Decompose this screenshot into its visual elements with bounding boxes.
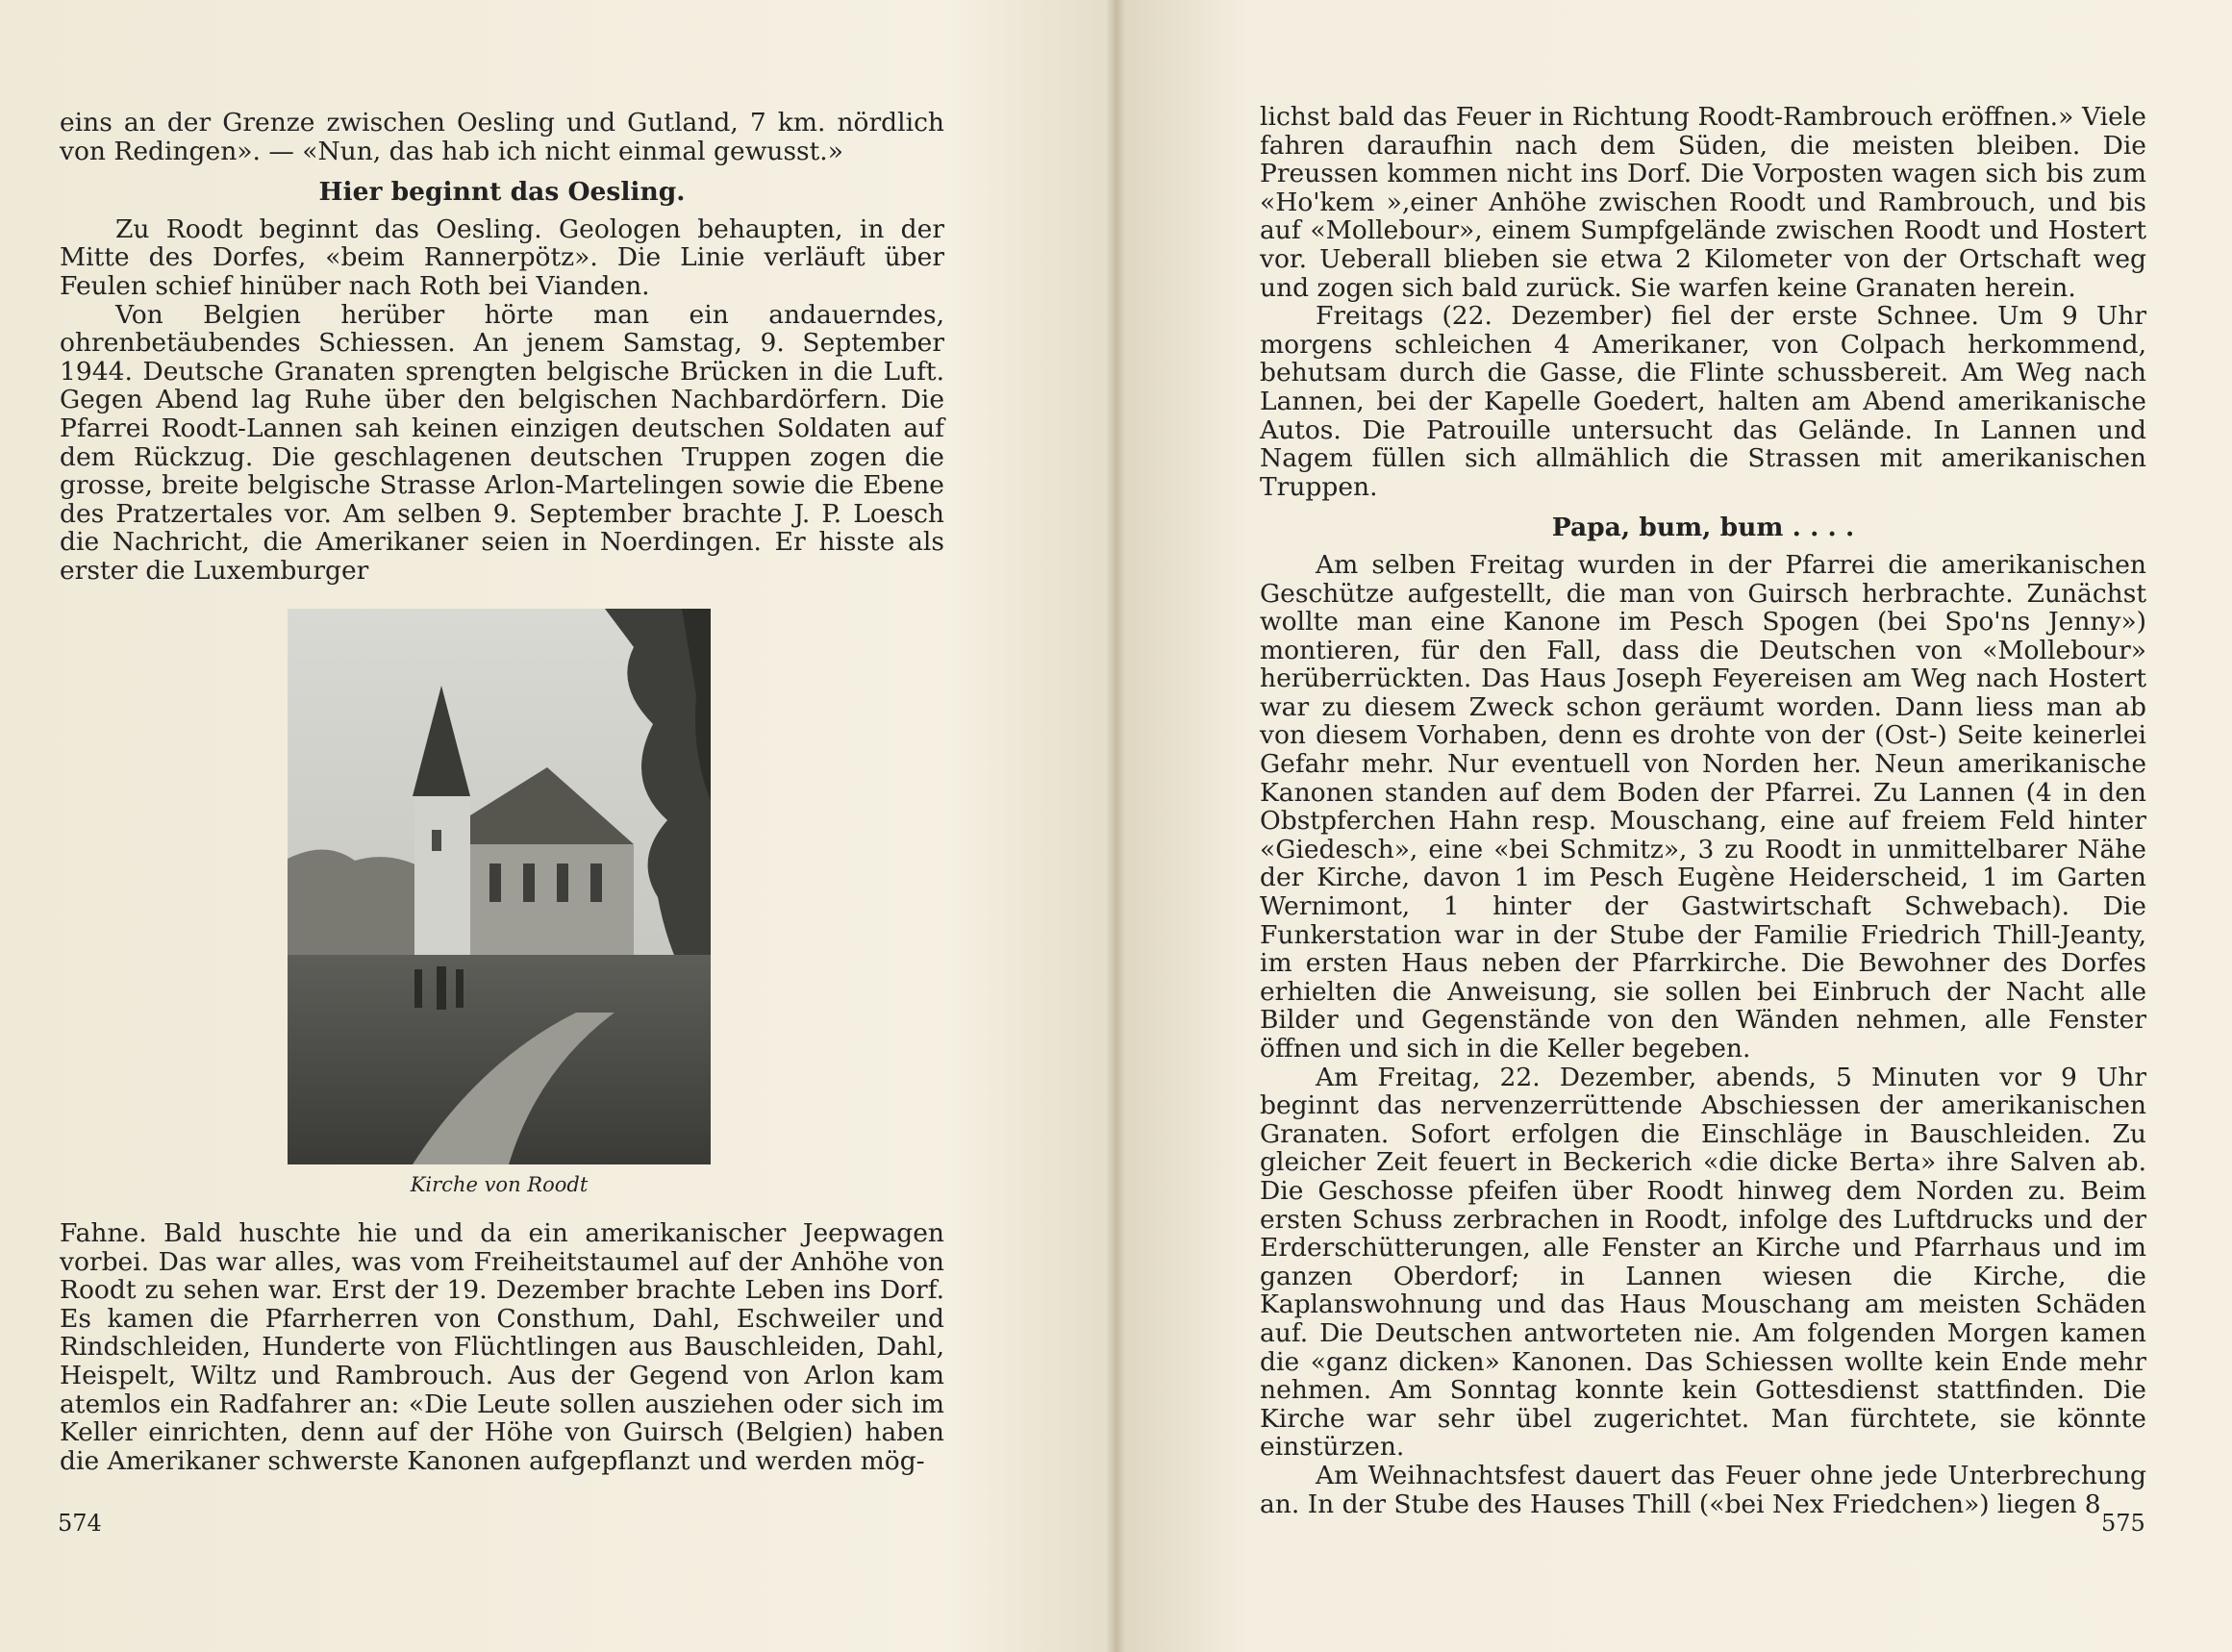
right-paragraph-2: Freitags (22. Dezember) fiel der erste Schnee. Um 9 Uhr morgens schleichen 4 Amerikaner, von Colpach herkommend, behutsam durch die Gasse, die Flinte schussbereit. Am Weg nach Lannen, bei der Kapelle Goedert, halten am Abend amerikanische Autos. Die Patrouille untersucht das Gelände. In Lannen und Nagem füllen sich allmählich die Strassen mit amerikanischen Truppen. — [1260, 301, 2146, 502]
left-text-upper — [60, 109, 944, 586]
left-text-lower — [60, 1219, 944, 1475]
right-paragraph-4: Am Freitag, 22. Dezember, abends, 5 Minuten vor 9 Uhr beginnt das nervenzerrüttende Abschiessen der amerikanischen Granaten. Sofort erfolgen die Einschläge in Bauschleiden. Zu gleicher Zeit feuert in Beckerich «die dicke Berta» ihre Salven ab. Die Geschosse pfeifen über Roodt hinweg dem Norden zu. Beim ersten Schuss zerbrachen in Roodt, infolge des Luftdrucks und der Erderschütterungen, alle Fenster an Kirche und Pfarrhaus und im ganzen Oberdorf; in Lannen wiesen die Kirche, die Kaplanswohnung und das Haus Mouschang am meisten Schäden auf. Die Deutschen antworteten nie. Am folgenden Morgen kamen die «ganz dicken» Kanonen. Das Schiessen wollte kein Ende mehr nehmen. Am Sonntag konnte kein Gottesdienst stattfinden. Die Kirche war sehr übel zugerichtet. Man fürchtete, sie könnte einstürzen. — [1260, 1062, 2146, 1463]
photo-caption: Kirche von Roodt — [410, 1173, 589, 1196]
right-text — [1260, 103, 2146, 1518]
right-page — [1116, 0, 2231, 1652]
right-paragraph-3: Am selben Freitag wurden in der Pfarrei die amerikanischen Geschütze aufgestellt, die man von Guirsch herbrachte. Zunächst wollte man eine Kanone im Pesch Spogen (bei Spo'ns Jenny») montieren, für den Fall, dass die Deutschen von «Mollebour» herüberrückten. Das Haus Joseph Feyereisen am Weg nach Hostert war zu diesem Zweck schon geräumt worden. Dann liess man ab von diesem Vorhaben, denn es drohte von der (Ost-) Seite keinerlei Gefahr mehr. Nur eventuell von Norden her. Neun amerikanische Kanonen standen auf dem Boden der Pfarrei. Zu Lannen (4 in den Obstpferchen Hahn resp. Mouschang, eine auf freiem Feld hinter «Giedesch», eine «bei Schmitz», 3 zu Roodt in unmittelbarer Nähe der Kirche, davon 1 im Pesch Eugène Heiderscheid, 1 im Garten Wernimont, 1 hinter der Gastwirtschaft Schwebach). Die Funkerstation war in der Stube der Familie Friedrich Thill-Jeanty, im ersten Haus neben der Pfarrkirche. Die Bewohner des Dorfes erhielten die Anweisung, sie sollen bei Einbruch der Nacht alle Bilder und Gegenstände von den Wänden nehmen, alle Fenster öffnen und sich in die Keller begeben. — [1260, 549, 2146, 1064]
church-photo-image — [288, 609, 711, 1164]
left-paragraph-1: Zu Roodt beginnt das Oesling. Geologen behaupten, in der Mitte des Dorfes, «beim Rannerpötz». Die Linie verläuft über Feulen schief hinüber nach Roth bei Vianden. — [60, 213, 944, 301]
left-paragraph-3: Fahne. Bald huschte hie und da ein amerikanischer Jeepwagen vorbei. Das war alles, was vom Freiheitstaumel auf der Anhöhe von Roodt zu sehen war. Erst der 19. Dezember brachte Leben ins Dorf. Es kamen die Pfarrherren von Consthum, Dahl, Eschweiler und Rindschleiden, Hunderte von Flüchtlingen aus Bauschleiden, Dahl, Heispelt, Wiltz und Rambrouch. Aus der Gegend von Arlon kam atemlos ein Radfahrer an: «Die Leute sollen ausziehen oder sich im Keller einrichten, denn auf der Höhe von Guirsch (Belgien) haben die Amerikaner schwerste Kanonen aufgepflanzt und werden mög- — [60, 1218, 944, 1476]
left-paragraph-2: Von Belgien herüber hörte man ein andauerndes, ohrenbetäubendes Schiessen. An jenem Samstag, 9. September 1944. Deutsche Granaten sprengten belgische Brücken in die Luft. Gegen Abend lag Ruhe über den belgischen Nachbardörfern. Die Pfarrei Roodt-Lannen sah keinen einzigen deutschen Soldaten auf dem Rückzug. Die geschlagenen deutschen Truppen zogen die grosse, breite belgische Strasse Arlon-Martelingen sowie die Ebene des Pratzertales vor. Am selben 9. September brachte J. P. Loesch die Nachricht, die Amerikaner seien in Noerdingen. Er hisste als erster die Luxemburger — [60, 299, 944, 586]
book-gutter — [1106, 0, 1125, 1652]
right-paragraph-5: Am Weihnachtsfest dauert das Feuer ohne jede Unterbrechung an. In der Stube des Hauses Thill («bei Nex Friedchen») liegen 8 — [1260, 1460, 2146, 1519]
church-photo — [288, 609, 711, 1166]
page-number-left: 574 — [58, 1510, 102, 1537]
section-heading-oesling: Hier beginnt das Oesling. — [318, 177, 686, 208]
section-heading-papa: Papa, bum, bum . . . . — [1551, 513, 1855, 543]
left-opening-paragraph: eins an der Grenze zwischen Oesling und Gutland, 7 km. nördlich von Redingen». — «Nun, das hab ich nicht einmal gewusst.» — [60, 108, 944, 166]
page-number-right: 575 — [2101, 1510, 2145, 1537]
right-paragraph-1: lichst bald das Feuer in Richtung Roodt-Rambrouch eröffnen.» Viele fahren daraufhin nach dem Süden, die meisten bleiben. Die Preussen kommen nicht ins Dorf. Die Vorposten wagen sich bis zum «Ho'kem »,einer Anhöhe zwischen Roodt und Rambrouch, und bis auf «Mollebour», einem Sumpfgelände zwischen Roodt und Hostert vor. Ueberall blieben sie etwa 2 Kilometer von der Ortschaft weg und zogen sich bald zurück. Sie warfen keine Granaten herein. — [1260, 102, 2146, 303]
